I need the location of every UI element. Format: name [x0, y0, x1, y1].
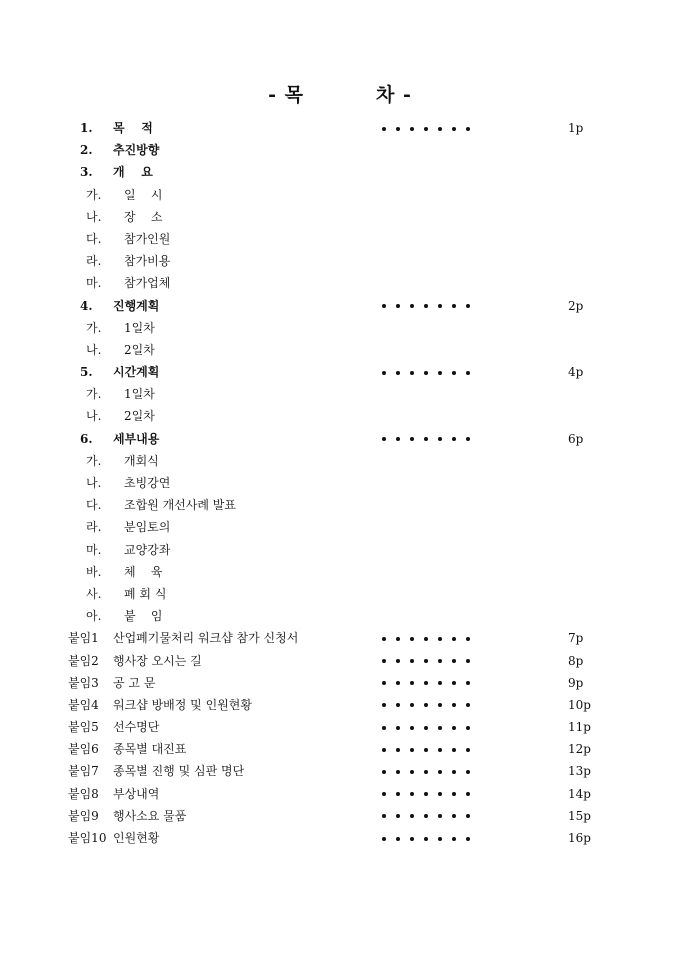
- toc-entry-label: 교양강좌: [124, 542, 171, 557]
- toc-entry-number: 붙임10: [68, 831, 107, 845]
- toc-entry-label: 조합원 개선사례 발표: [124, 498, 236, 513]
- leader-dot: [396, 726, 400, 730]
- leader-dot: [382, 659, 386, 663]
- leader-dot: [466, 681, 470, 685]
- toc-entry-sub: [0, 184, 680, 206]
- toc-entry-label: 개회식: [124, 453, 159, 468]
- leader-dots: [382, 672, 480, 694]
- leader-dot: [452, 437, 456, 441]
- leader-dot: [396, 748, 400, 752]
- toc-entry-appendix: [0, 694, 680, 716]
- toc-entry-appendix: [0, 627, 680, 649]
- toc-entry-number: 가.: [86, 320, 102, 335]
- leader-dot: [410, 127, 414, 131]
- leader-dot: [452, 837, 456, 841]
- toc-entry-label: 붙 임: [124, 609, 163, 624]
- leader-dot: [410, 437, 414, 441]
- leader-dots: [382, 361, 480, 383]
- leader-dot: [382, 748, 386, 752]
- leader-dot: [438, 681, 442, 685]
- table-of-contents: [0, 117, 680, 849]
- leader-dot: [410, 770, 414, 774]
- leader-dot: [424, 304, 428, 308]
- leader-dot: [466, 770, 470, 774]
- toc-entry-number: 2.: [80, 143, 93, 158]
- leader-dot: [466, 304, 470, 308]
- leader-dot: [466, 814, 470, 818]
- toc-entry-label: 폐 회 식: [124, 586, 167, 601]
- toc-entry-main: [0, 361, 680, 383]
- leader-dot: [438, 837, 442, 841]
- leader-dot: [452, 703, 456, 707]
- toc-entry-appendix: [0, 650, 680, 672]
- toc-entry-page: 8p: [568, 653, 584, 668]
- toc-entry-label: 행사소요 물품: [113, 808, 187, 823]
- leader-dot: [466, 792, 470, 796]
- leader-dots: [382, 627, 480, 649]
- leader-dots: [382, 716, 480, 738]
- leader-dot: [382, 304, 386, 308]
- toc-entry-main: [0, 117, 680, 139]
- leader-dot: [438, 637, 442, 641]
- toc-entry-appendix: [0, 760, 680, 782]
- leader-dot: [382, 770, 386, 774]
- leader-dot: [424, 726, 428, 730]
- title-left: - 목: [268, 84, 304, 106]
- leader-dots: [382, 827, 480, 849]
- toc-entry-appendix: [0, 805, 680, 827]
- title-right: 차 -: [376, 84, 412, 106]
- toc-entry-main: [0, 161, 680, 183]
- leader-dot: [466, 837, 470, 841]
- leader-dot: [438, 127, 442, 131]
- leader-dot: [396, 437, 400, 441]
- leader-dots: [382, 805, 480, 827]
- toc-entry-number: 나.: [86, 342, 102, 357]
- leader-dot: [396, 304, 400, 308]
- toc-entry-sub: [0, 516, 680, 538]
- toc-entry-sub: [0, 250, 680, 272]
- leader-dot: [466, 748, 470, 752]
- toc-entry-label: 종목별 진행 및 심판 명단: [113, 764, 245, 779]
- toc-entry-number: 붙임2: [68, 653, 99, 668]
- leader-dots: [382, 428, 480, 450]
- toc-entry-number: 3.: [80, 165, 93, 180]
- leader-dot: [452, 726, 456, 730]
- leader-dot: [396, 770, 400, 774]
- leader-dots: [382, 117, 480, 139]
- leader-dot: [410, 837, 414, 841]
- leader-dot: [396, 371, 400, 375]
- leader-dot: [396, 814, 400, 818]
- toc-entry-number: 나.: [86, 409, 102, 424]
- toc-entry-number: 나.: [86, 209, 102, 224]
- toc-entry-page: 7p: [568, 631, 584, 646]
- leader-dot: [424, 703, 428, 707]
- leader-dot: [410, 304, 414, 308]
- toc-entry-page: 1p: [568, 121, 584, 135]
- toc-entry-number: 붙임6: [68, 742, 99, 757]
- leader-dot: [466, 726, 470, 730]
- toc-entry-page: 6p: [568, 431, 584, 446]
- toc-entry-sub: [0, 539, 680, 561]
- leader-dot: [410, 371, 414, 375]
- toc-entry-sub: [0, 405, 680, 427]
- leader-dot: [382, 837, 386, 841]
- leader-dot: [396, 837, 400, 841]
- leader-dot: [424, 792, 428, 796]
- leader-dot: [382, 371, 386, 375]
- toc-entry-page: 13p: [568, 764, 591, 779]
- toc-entry-number: 붙임3: [68, 675, 99, 690]
- toc-entry-label: 초빙강연: [124, 476, 171, 490]
- toc-entry-label: 참가인원: [124, 231, 171, 246]
- leader-dot: [396, 659, 400, 663]
- toc-entry-sub: [0, 450, 680, 472]
- toc-entry-number: 나.: [86, 476, 102, 490]
- toc-entry-appendix: [0, 783, 680, 805]
- toc-entry-label: 장 소: [124, 209, 163, 224]
- toc-entry-number: 6.: [80, 431, 93, 446]
- leader-dot: [410, 726, 414, 730]
- toc-entry-page: 15p: [568, 808, 591, 823]
- leader-dot: [438, 770, 442, 774]
- toc-entry-sub: [0, 472, 680, 494]
- toc-entry-label: 진행계획: [113, 298, 160, 313]
- toc-entry-main: [0, 139, 680, 161]
- toc-entry-number: 가.: [86, 387, 102, 402]
- toc-entry-appendix: [0, 738, 680, 760]
- toc-entry-sub: [0, 272, 680, 294]
- toc-entry-page: 16p: [568, 831, 591, 845]
- leader-dot: [410, 748, 414, 752]
- leader-dot: [382, 127, 386, 131]
- leader-dot: [452, 304, 456, 308]
- toc-entry-label: 목 적: [113, 121, 153, 135]
- leader-dot: [438, 814, 442, 818]
- leader-dot: [410, 792, 414, 796]
- leader-dot: [424, 371, 428, 375]
- leader-dot: [410, 659, 414, 663]
- toc-entry-number: 1.: [80, 121, 93, 135]
- leader-dot: [424, 770, 428, 774]
- leader-dots: [382, 760, 480, 782]
- leader-dot: [382, 437, 386, 441]
- toc-entry-page: 11p: [568, 720, 591, 735]
- leader-dot: [424, 437, 428, 441]
- leader-dot: [452, 127, 456, 131]
- toc-entry-number: 다.: [86, 498, 102, 513]
- toc-entry-label: 인원현황: [113, 831, 160, 845]
- leader-dot: [466, 659, 470, 663]
- leader-dot: [438, 703, 442, 707]
- leader-dots: [382, 783, 480, 805]
- toc-entry-number: 라.: [86, 520, 102, 535]
- toc-entry-number: 가.: [86, 453, 102, 468]
- toc-entry-number: 붙임1: [68, 631, 99, 646]
- leader-dot: [438, 304, 442, 308]
- toc-entry-sub: [0, 605, 680, 627]
- leader-dot: [438, 792, 442, 796]
- leader-dot: [438, 437, 442, 441]
- leader-dot: [410, 814, 414, 818]
- toc-entry-label: 세부내용: [113, 431, 160, 446]
- toc-entry-label: 분임토의: [124, 520, 171, 535]
- toc-entry-number: 붙임5: [68, 720, 99, 735]
- page-title: [0, 80, 680, 107]
- toc-entry-label: 추진방향: [113, 143, 160, 158]
- toc-entry-sub: [0, 494, 680, 516]
- leader-dot: [466, 637, 470, 641]
- leader-dot: [424, 681, 428, 685]
- leader-dot: [466, 371, 470, 375]
- leader-dots: [382, 738, 480, 760]
- leader-dot: [452, 681, 456, 685]
- toc-entry-sub: [0, 583, 680, 605]
- toc-entry-number: 바.: [86, 564, 102, 579]
- leader-dot: [382, 681, 386, 685]
- leader-dot: [382, 726, 386, 730]
- toc-entry-page: 14p: [568, 786, 591, 801]
- leader-dot: [438, 726, 442, 730]
- leader-dot: [396, 127, 400, 131]
- toc-entry-number: 붙임7: [68, 764, 99, 779]
- toc-entry-main: [0, 428, 680, 450]
- leader-dot: [396, 637, 400, 641]
- leader-dot: [424, 837, 428, 841]
- toc-entry-label: 워크샵 방배정 및 인원현황: [113, 697, 252, 712]
- leader-dot: [452, 371, 456, 375]
- leader-dot: [424, 659, 428, 663]
- leader-dot: [410, 637, 414, 641]
- leader-dot: [452, 792, 456, 796]
- toc-entry-label: 행사장 오시는 길: [113, 653, 202, 668]
- toc-entry-sub: [0, 561, 680, 583]
- toc-entry-sub: [0, 317, 680, 339]
- leader-dot: [382, 703, 386, 707]
- toc-entry-number: 가.: [86, 187, 102, 202]
- toc-entry-number: 아.: [86, 609, 102, 624]
- toc-entry-number: 사.: [86, 586, 102, 601]
- toc-entry-number: 마.: [86, 276, 102, 291]
- leader-dot: [438, 659, 442, 663]
- toc-entry-number: 4.: [80, 298, 93, 313]
- toc-entry-appendix: [0, 827, 680, 849]
- toc-entry-number: 라.: [86, 254, 102, 269]
- leader-dot: [438, 371, 442, 375]
- toc-entry-main: [0, 295, 680, 317]
- toc-entry-label: 시간계획: [113, 365, 160, 380]
- leader-dot: [452, 659, 456, 663]
- toc-entry-sub: [0, 228, 680, 250]
- toc-entry-label: 개 요: [113, 165, 153, 180]
- leader-dot: [438, 748, 442, 752]
- toc-entry-sub: [0, 383, 680, 405]
- toc-entry-label: 체 육: [124, 564, 163, 579]
- leader-dot: [424, 127, 428, 131]
- toc-entry-label: 종목별 대진표: [113, 742, 187, 757]
- toc-entry-label: 2일차: [124, 342, 155, 357]
- toc-entry-label: 공 고 문: [113, 675, 156, 690]
- leader-dot: [396, 681, 400, 685]
- toc-entry-number: 다.: [86, 231, 102, 246]
- toc-entry-page: 10p: [568, 697, 591, 712]
- toc-entry-label: 2일차: [124, 409, 155, 424]
- toc-entry-label: 참가비용: [124, 254, 171, 269]
- toc-entry-number: 붙임4: [68, 697, 99, 712]
- toc-entry-label: 부상내역: [113, 786, 160, 801]
- toc-entry-label: 일 시: [124, 187, 163, 202]
- toc-entry-page: 4p: [568, 365, 584, 380]
- leader-dots: [382, 650, 480, 672]
- leader-dot: [410, 681, 414, 685]
- toc-entry-label: 1일차: [124, 387, 155, 402]
- toc-entry-label: 참가업체: [124, 276, 171, 291]
- leader-dot: [466, 437, 470, 441]
- toc-entry-sub: [0, 206, 680, 228]
- toc-entry-number: 5.: [80, 365, 93, 380]
- leader-dot: [466, 703, 470, 707]
- leader-dot: [424, 637, 428, 641]
- leader-dot: [410, 703, 414, 707]
- leader-dots: [382, 694, 480, 716]
- toc-entry-appendix: [0, 672, 680, 694]
- toc-entry-appendix: [0, 716, 680, 738]
- toc-entry-number: 마.: [86, 542, 102, 557]
- toc-entry-number: 붙임8: [68, 786, 99, 801]
- toc-entry-page: 9p: [568, 675, 584, 690]
- toc-entry-number: 붙임9: [68, 808, 99, 823]
- toc-entry-label: 선수명단: [113, 720, 160, 735]
- leader-dot: [452, 814, 456, 818]
- leader-dots: [382, 295, 480, 317]
- leader-dot: [382, 814, 386, 818]
- toc-entry-page: 12p: [568, 742, 591, 757]
- leader-dot: [396, 703, 400, 707]
- toc-entry-label: 산업폐기물처리 워크샵 참가 신청서: [113, 631, 299, 646]
- leader-dot: [396, 792, 400, 796]
- leader-dot: [466, 127, 470, 131]
- toc-entry-sub: [0, 339, 680, 361]
- leader-dot: [424, 814, 428, 818]
- leader-dot: [382, 792, 386, 796]
- leader-dot: [452, 637, 456, 641]
- leader-dot: [452, 770, 456, 774]
- toc-entry-label: 1일차: [124, 320, 155, 335]
- leader-dot: [424, 748, 428, 752]
- leader-dot: [452, 748, 456, 752]
- toc-entry-page: 2p: [568, 298, 584, 313]
- leader-dot: [382, 637, 386, 641]
